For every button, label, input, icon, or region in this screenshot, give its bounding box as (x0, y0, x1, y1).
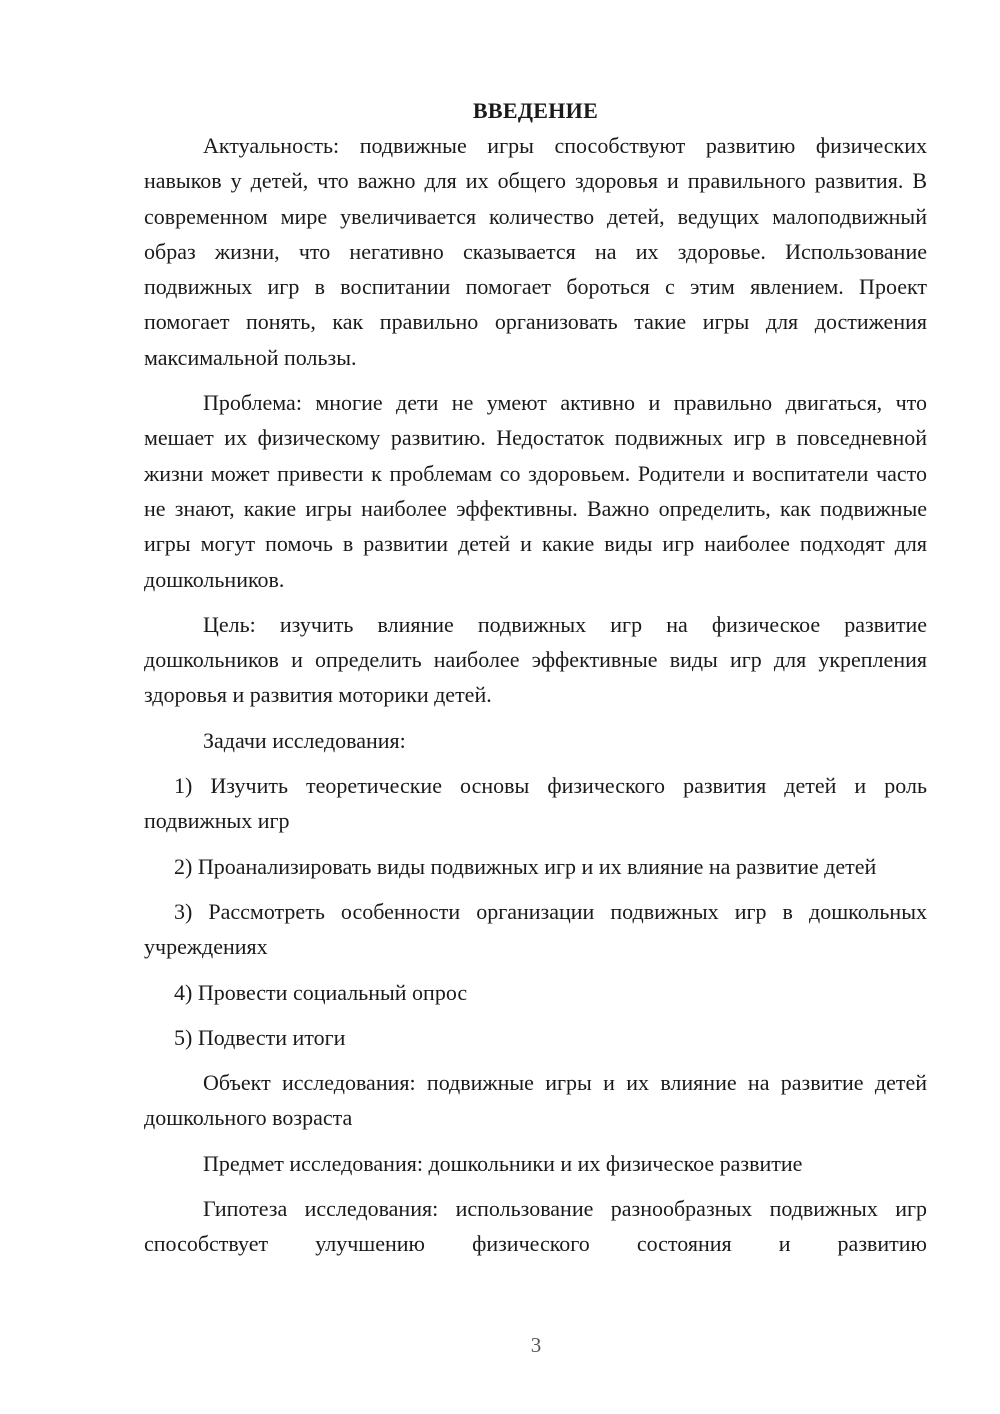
page-content (144, 94, 927, 1272)
paragraph-hypothesis: Гипотеза исследования: использование разнообразных подвижных игр способствует улучшению физического состояния и развитию (144, 1196, 927, 1257)
task-item-4: 4) Провести социальный опрос (174, 979, 468, 1005)
paragraph-object: Объект исследования: подвижные игры и их влияние на развитие детей дошкольного возраста (144, 1070, 927, 1131)
task-item-3: 3) Рассмотреть особенности организации подвижных игр в дошкольных учреждениях (144, 898, 927, 960)
task-item-1: 1) Изучить теоретические основы физического развития детей и роль подвижных игр (144, 773, 927, 834)
page-number: 3 (530, 1333, 542, 1357)
paragraph-problem: Проблема: многие дети не умеют активно и правильно двигаться, что мешает их физическому развитию. Недостаток подвижных игр в повседневной жизни может привести к проблемам со здоровьем. Родители и воспитатели часто не знают, какие игры наиболее эффективны. Важно определить, как подвижные игры могут помочь в развитии детей и какие виды игр наиболее подходят для дошкольников. (144, 390, 927, 592)
paragraph-goal: Цель: изучить влияние подвижных игр на физическое развитие дошкольников и определить наиболее эффективные виды игр для укрепления здоровья и развития моторики детей. (144, 611, 927, 708)
task-item-5: 5) Подвести итоги (174, 1024, 346, 1050)
paragraph-subject: Предмет исследования: дошкольники и их физическое развитие (203, 1150, 803, 1176)
task-item-2: 2) Проанализировать виды подвижных игр и их влияние на развитие детей (174, 853, 877, 879)
tasks-heading: Задачи исследования: (203, 727, 406, 753)
paragraph-relevance: Актуальность: подвижные игры способствуют развитию физических навыков у детей, что важно для их общего здоровья и правильного развития. В современном мире увеличивается количество детей, ведущих малоподвижный образ жизни, что негативно сказывается на их здоровье. Использование подвижных игр в воспитании помогает бороться с этим явлением. Проект помогает понять, как правильно организовать такие игры для достижения максимальной пользы. (144, 133, 927, 370)
section-title: ВВЕДЕНИЕ (472, 98, 599, 123)
